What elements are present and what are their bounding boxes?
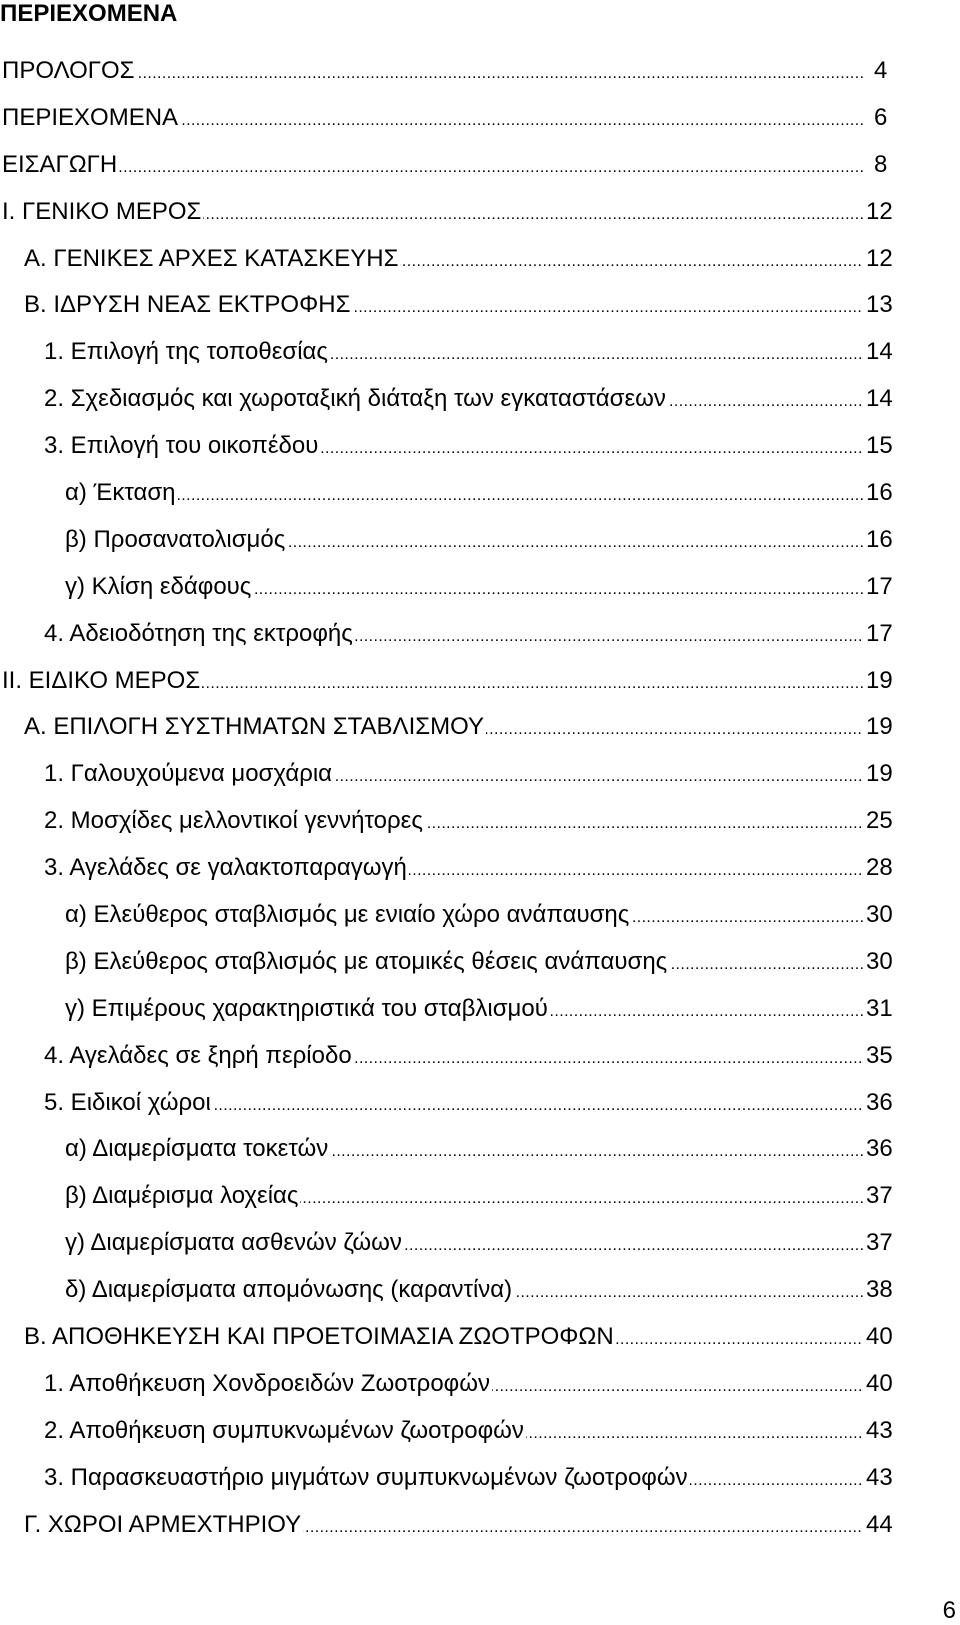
toc-entry-label: ΕΙΣΑΓΩΓΗ: [2, 150, 118, 178]
toc-entry[interactable]: [0, 942, 960, 989]
toc-entry[interactable]: [0, 1036, 960, 1083]
toc-entry-label: Ι. ΓΕΝΙΚΟ ΜΕΡΟΣ: [2, 197, 202, 225]
toc-entry[interactable]: [0, 1411, 960, 1458]
toc-entry[interactable]: [0, 848, 960, 895]
toc-entry-page: 19: [863, 713, 893, 741]
toc-entry-page: 12: [863, 198, 893, 226]
toc-entry-label: δ) Διαμερίσματα απομόνωσης (καραντίνα): [65, 1276, 513, 1304]
toc-entry[interactable]: [0, 707, 960, 754]
toc-entry[interactable]: [0, 520, 960, 567]
toc-entry[interactable]: [0, 895, 960, 942]
toc-entry-label: γ) Κλίση εδάφους: [65, 572, 252, 600]
toc-entry-page: 14: [863, 385, 893, 413]
toc-entry-page: 40: [863, 1323, 893, 1351]
toc-entry-page: 28: [863, 854, 893, 882]
toc-entry[interactable]: [0, 379, 960, 426]
toc-entry-label: 3. Αγελάδες σε γαλακτοπαραγωγή: [44, 854, 407, 882]
toc-entry-label: 2. Μοσχίδες μελλοντικοί γεννήτορες: [44, 807, 423, 835]
toc-entry[interactable]: [0, 1129, 960, 1176]
toc-entry[interactable]: [0, 145, 960, 192]
toc-entry-label: Γ. ΧΩΡΟΙ ΑΡΜΕΧΤΗΡΙΟΥ: [24, 1510, 302, 1538]
toc-entry-label: 2. Σχεδιασμός και χωροταξική διάταξη των εγκαταστάσεων: [44, 385, 666, 413]
toc-entry[interactable]: [0, 1458, 960, 1505]
toc-entry-page: 14: [863, 338, 893, 366]
toc-entry[interactable]: [0, 661, 960, 708]
toc-entry[interactable]: [0, 567, 960, 614]
toc-entry-label: β) Διαμέρισμα λοχείας: [65, 1182, 299, 1210]
toc-entry-label: β) Ελεύθερος σταβλισμός με ατομικές θέσεις ανάπαυσης: [65, 947, 668, 975]
toc-entry-label: ΠΡΟΛΟΓΟΣ: [2, 57, 135, 84]
toc-entry-page: 19: [863, 667, 893, 695]
toc-entry-page: 17: [863, 620, 893, 648]
toc-entry-page: 15: [863, 432, 893, 460]
toc-entry-label: Α. ΓΕΝΙΚΕΣ ΑΡΧΕΣ ΚΑΤΑΣΚΕΥΗΣ: [24, 244, 399, 272]
toc-entry-label: 1. Επιλογή της τοποθεσίας: [44, 338, 328, 366]
table-of-contents: [0, 51, 960, 1552]
toc-entry[interactable]: [0, 1176, 960, 1223]
dot-leader: [2, 151, 865, 179]
toc-entry[interactable]: [0, 1505, 960, 1552]
toc-entry[interactable]: [0, 285, 960, 332]
toc-entry-page: 36: [863, 1089, 893, 1117]
toc-entry-page: 12: [863, 245, 893, 273]
toc-entry-page: 13: [863, 291, 893, 319]
toc-entry-page: 19: [863, 760, 893, 788]
toc-entry[interactable]: [0, 98, 960, 145]
toc-entry-page: 30: [863, 901, 893, 929]
toc-entry-page: 37: [863, 1229, 893, 1257]
toc-entry-label: α) Έκταση: [65, 479, 176, 507]
toc-entry-page: 40: [863, 1370, 893, 1398]
toc-entry-page: 43: [863, 1417, 893, 1445]
toc-entry-page: 36: [863, 1135, 893, 1163]
toc-entry-page: 25: [863, 807, 893, 835]
toc-entry-label: Β. ΙΔΡΥΣΗ ΝΕΑΣ ΕΚΤΡΟΦΗΣ: [24, 291, 351, 319]
toc-entry[interactable]: [0, 332, 960, 379]
toc-entry[interactable]: [0, 1223, 960, 1270]
toc-entry-label: 5. Ειδικοί χώροι: [44, 1088, 211, 1116]
toc-entry-label: 4. Αδειοδότηση της εκτροφής: [44, 619, 353, 647]
page-heading: ΠΕΡΙΕΧΟΜΕΝΑ: [0, 0, 178, 27]
toc-entry-label: γ) Επιμέρους χαρακτηριστικά του σταβλισμού: [65, 994, 548, 1022]
toc-entry-label: 3. Παρασκευαστήριο μιγμάτων συμπυκνωμένων ζωοτροφών: [44, 1463, 688, 1491]
toc-entry-label: 3. Επιλογή του οικοπέδου: [44, 432, 319, 460]
toc-entry[interactable]: [0, 51, 960, 98]
toc-entry[interactable]: [0, 426, 960, 473]
toc-entry-label: ΠΕΡΙΕΧΟΜΕΝΑ: [2, 103, 179, 131]
toc-entry-page: 38: [863, 1276, 893, 1304]
toc-entry-page: 35: [863, 1042, 893, 1070]
toc-entry-page: 17: [863, 573, 893, 601]
toc-entry-page: 30: [863, 948, 893, 976]
toc-entry-label: 4. Αγελάδες σε ξηρή περίοδο: [44, 1041, 352, 1069]
toc-entry-label: β) Προσανατολισμός: [65, 525, 286, 553]
toc-entry-page: 16: [863, 479, 893, 507]
toc-entry[interactable]: [0, 801, 960, 848]
toc-entry-label: 2. Αποθήκευση συμπυκνωμένων ζωοτροφών: [44, 1416, 524, 1444]
toc-entry-label: α) Ελεύθερος σταβλισμός με ενιαίο χώρο ανάπαυσης: [65, 901, 630, 929]
toc-entry[interactable]: [0, 1317, 960, 1364]
toc-entry[interactable]: [0, 192, 960, 239]
toc-entry-label: Α. ΕΠΙΛΟΓΗ ΣΥΣΤΗΜΑΤΩΝ ΣΤΑΒΛΙΣΜΟΥ: [24, 713, 484, 741]
dot-leader: [65, 479, 863, 507]
toc-entry[interactable]: [0, 1364, 960, 1411]
toc-entry[interactable]: [0, 754, 960, 801]
toc-entry-label: Β. ΑΠΟΘΗΚΕΥΣΗ ΚΑΙ ΠΡΟΕΤΟΙΜΑΣΙΑ ΖΩΟΤΡΟΦΩΝ: [24, 1323, 614, 1351]
toc-entry[interactable]: [0, 1270, 960, 1317]
toc-entry[interactable]: [0, 239, 960, 286]
toc-entry-page: 8: [871, 151, 887, 179]
toc-entry[interactable]: [0, 473, 960, 520]
toc-entry-page: 6: [871, 104, 887, 132]
toc-entry[interactable]: [0, 614, 960, 661]
toc-entry-label: γ) Διαμερίσματα ασθενών ζώων: [65, 1229, 402, 1257]
toc-entry-page: 4: [871, 57, 887, 85]
toc-entry-page: 37: [863, 1182, 893, 1210]
toc-entry-page: 31: [863, 995, 893, 1023]
toc-entry-label: 1. Αποθήκευση Χονδροειδών Ζωοτροφών: [44, 1369, 490, 1397]
toc-entry-page: 43: [863, 1464, 893, 1492]
toc-entry-label: ΙΙ. ΕΙΔΙΚΟ ΜΕΡΟΣ: [2, 666, 201, 694]
toc-entry[interactable]: [0, 989, 960, 1036]
toc-entry-page: 44: [863, 1511, 893, 1539]
toc-entry-label: 1. Γαλουχούμενα μοσχάρια: [44, 760, 333, 788]
toc-entry-label: α) Διαμερίσματα τοκετών: [65, 1135, 329, 1163]
toc-entry-page: 16: [863, 526, 893, 554]
page-number: 6: [942, 1597, 956, 1624]
toc-entry[interactable]: [0, 1083, 960, 1130]
